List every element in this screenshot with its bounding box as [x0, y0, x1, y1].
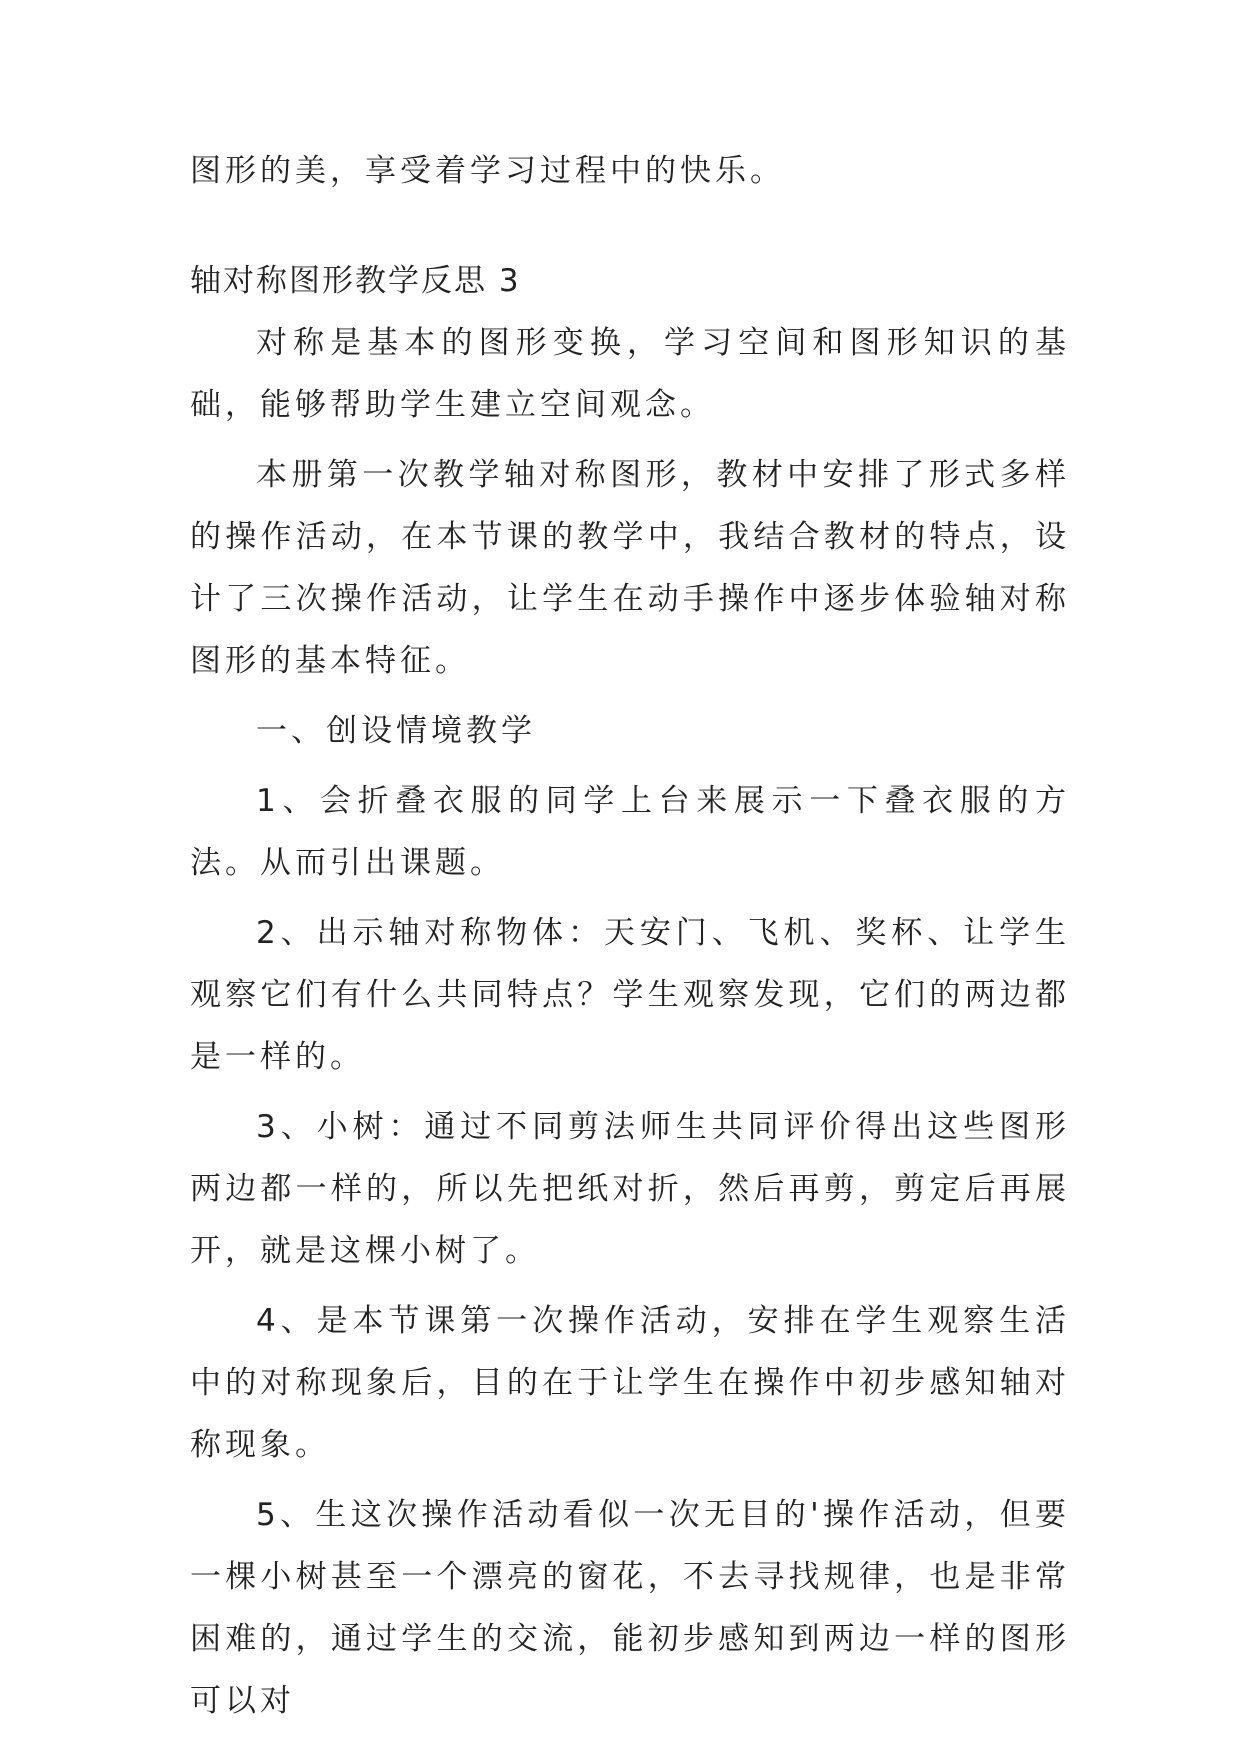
paragraph-heading-one: 一、创设情境教学 — [256, 713, 536, 749]
paragraph-item-1: 1、会折叠衣服的同学上台来展示一下叠衣服的方法。从而引出课题。 — [190, 783, 1070, 881]
paragraph-item-2: 2、出示轴对称物体：天安门、飞机、奖杯、让学生观察它们有什么共同特点？学生观察发现，它们的两边都是一样的。 — [190, 915, 1070, 1075]
paragraph-overview: 本册第一次教学轴对称图形，教材中安排了形式多样的操作活动，在本节课的教学中，我结合教材的特点，设计了三次操作活动，让学生在动手操作中逐步体验轴对称图形的基本特征。 — [190, 457, 1070, 679]
paragraph-item-3: 3、小树：通过不同剪法师生共同评价得出这些图形两边都一样的，所以先把纸对折，然后再剪，剪定后再展开，就是这棵小树了。 — [190, 1109, 1070, 1269]
document-body — [190, 140, 1070, 1732]
paragraph-item-4: 4、是本节课第一次操作活动，安排在学生观察生活中的对称现象后，目的在于让学生在操作中初步感知轴对称现象。 — [190, 1303, 1070, 1463]
paragraph-intro: 对称是基本的图形变换，学习空间和图形知识的基础，能够帮助学生建立空间观念。 — [190, 325, 1070, 423]
lead-paragraph: 图形的美，享受着学习过程中的快乐。 — [190, 153, 785, 189]
section-title: 轴对称图形教学反思 3 — [190, 263, 521, 299]
paragraph-item-5: 5、生这次操作活动看似一次无目的'操作活动，但要一棵小树甚至一个漂亮的窗花，不去寻找规律，也是非常困难的，通过学生的交流，能初步感知到两边一样的图形可以对 — [190, 1497, 1070, 1719]
